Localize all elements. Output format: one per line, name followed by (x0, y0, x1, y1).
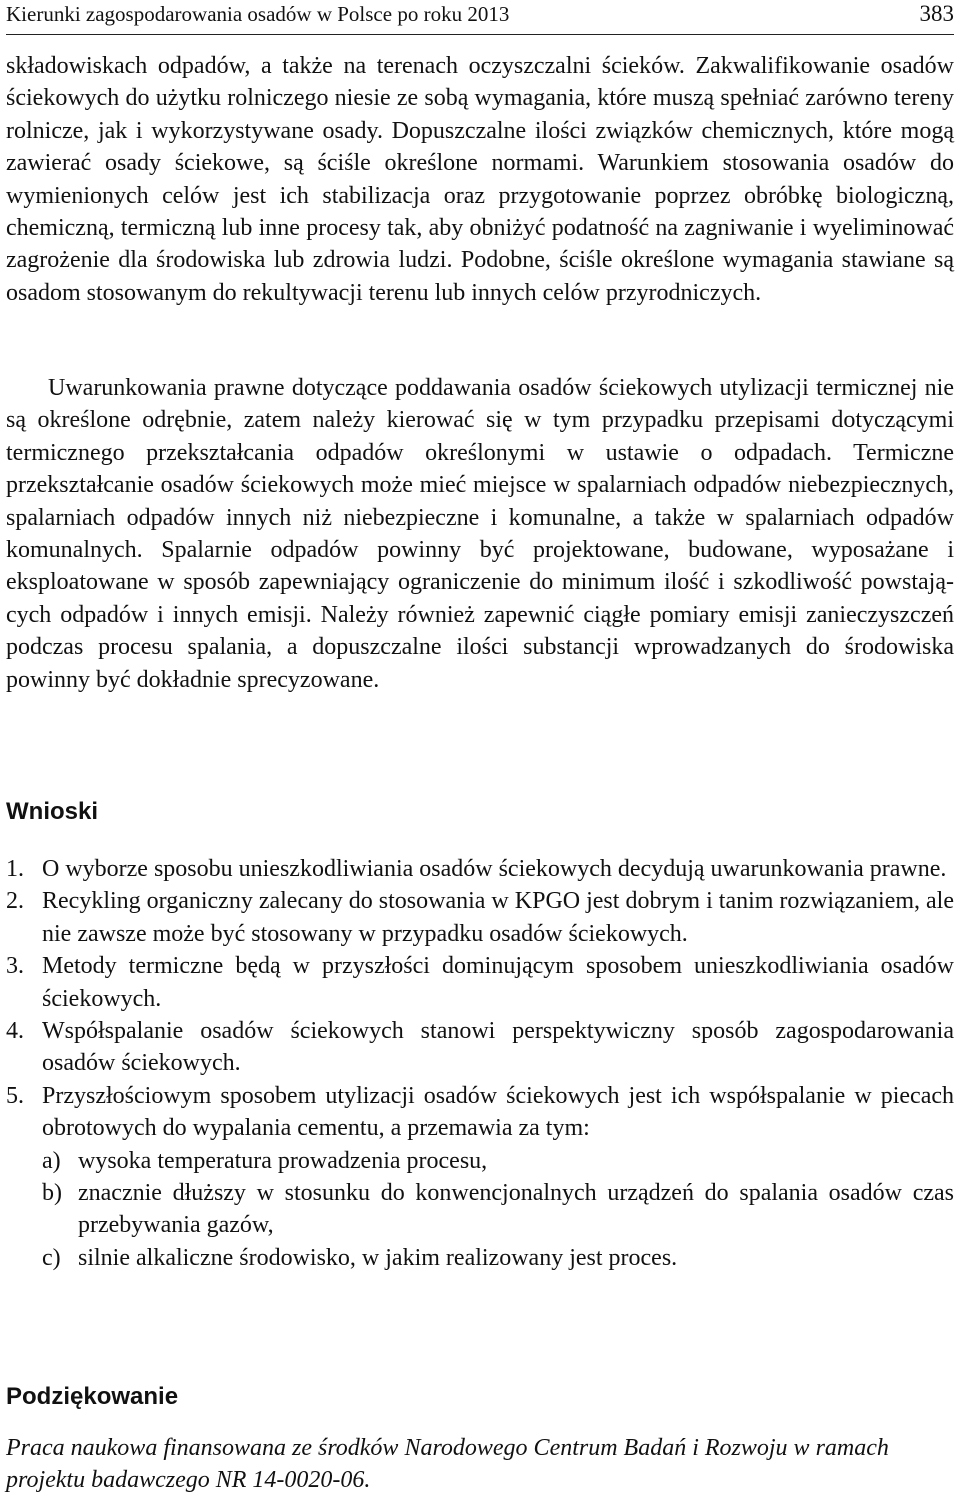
conclusion-number: 2. (6, 888, 24, 915)
sublist-item (42, 1177, 954, 1242)
sublist-letter: b) (42, 1180, 62, 1207)
sublist-item (42, 1242, 954, 1274)
conclusion-text: Przyszłościowym sposobem utylizacji osadów ściekowych jest ich współspalanie w piecach obrotowych do wypalania cementu, a przemawia za tym: (42, 1082, 954, 1142)
conclusion-text: Recykling organiczny zalecany do stosowania w KPGO jest dobrym i tanim rozwiązaniem, ale nie zawsze może być stosowany w przypadku osadów ściekowych. (42, 888, 954, 947)
sublist-letter: c) (42, 1244, 61, 1271)
conclusion-sublist (42, 1145, 954, 1275)
sublist-text: silnie alkaliczne środowisko, w jakim realizowany jest proces. (78, 1244, 678, 1271)
conclusion-item (6, 853, 954, 885)
running-header-title: Kierunki zagospodarowania osadów w Polsce po roku 2013 (6, 2, 510, 26)
conclusion-item (6, 1015, 954, 1080)
conclusion-item (6, 885, 954, 950)
conclusion-item (6, 950, 954, 1015)
conclusion-text: O wyborze sposobu unieszkodliwiania osadów ściekowych decydują uwarunkowania prawne. (42, 856, 947, 882)
conclusion-number: 1. (6, 856, 24, 882)
conclusion-text: Współspalanie osadów ściekowych stanowi perspektywiczny sposób zagospodarowania osadów ściekowych. (42, 1018, 954, 1077)
conclusion-number: 5. (6, 1082, 24, 1109)
sublist-text: znacznie dłuższy w stosunku do konwencjonalnych urządzeń do spalania osadów czas przebywania gazów, (78, 1180, 954, 1239)
conclusion-number: 4. (6, 1018, 24, 1045)
sublist-item (42, 1145, 954, 1177)
section-heading-conclusions: Wnioski (6, 798, 99, 825)
sublist-letter: a) (42, 1147, 61, 1174)
conclusion-number: 3. (6, 953, 24, 980)
section-heading-acknowledgements: Podziękowanie (6, 1383, 179, 1410)
sublist-text: wysoka temperatura prowadzenia procesu, (78, 1147, 488, 1174)
body-paragraph-2: Uwarunkowania prawne dotyczące poddawania osadów ściekowych utylizacji termicznej nie są określone odrębnie, zatem należy kierować się w tym przypadku przepisami dotyczącymi termicznego przekształcania odpadów określonymi w ustawie o odpadach. Termiczne przekształcanie osadów ściekowych może mieć miejsce w spalarniach odpadów niebezpiecznych, spalarniach odpadów innych niż niebezpieczne i komunalne, a także w spalarniach odpadów komunalnych. Spalarnie odpadów powinny być projektowane, budowane, wyposażane i eksploatowane w sposób zapewniający ograniczenie do minimum ilość i szkodliwość powstających odpadów i innych emisji. Należy również zapewnić ciągłe pomiary emisji zanieczyszczeń podczas procesu spalania, a dopuszczalne ilości substancji wprowadzanych do środowiska powinny być dokładnie sprecyzowane. (6, 375, 954, 693)
conclusion-item (6, 1080, 954, 1274)
body-paragraph-1: składowiskach odpadów, a także na terenach oczyszczalni ścieków. Zakwalifikowanie osadów ściekowych do użytku rolniczego niesie ze sobą wymagania, które muszą spełniać zarówno tereny rolnicze, jak i wykorzystywane osady. Dopuszczalne ilości związków chemicznych, które mogą zawierać osady ściekowe, są ściśle określone normami. Warunkiem stosowania osadów do wymienionych celów jest ich stabilizacja oraz przygotowanie poprzez obróbkę biologiczną, chemiczną, termiczną lub inne procesy tak, aby obniżyć podatność na zagniwanie i wyeliminować zagrożenie dla środowiska lub zdrowia ludzi. Podobne, ściśle określone wymagania stawiane są osadom stosowanym do rekultywacji terenu lub innych celów przyrodniczych. (6, 53, 954, 306)
page-number: 383 (919, 1, 954, 26)
conclusion-text: Metody termiczne będą w przyszłości dominującym sposobem unieszkodliwiania osadów ściekowych. (42, 953, 954, 1012)
acknowledgement-text: Praca naukowa finansowana ze środków Narodowego Centrum Badań i Rozwoju w ramach projektu badawczego NR 14-0020-06. (6, 1435, 889, 1494)
conclusions-list (6, 853, 954, 1274)
running-header (6, 0, 954, 35)
